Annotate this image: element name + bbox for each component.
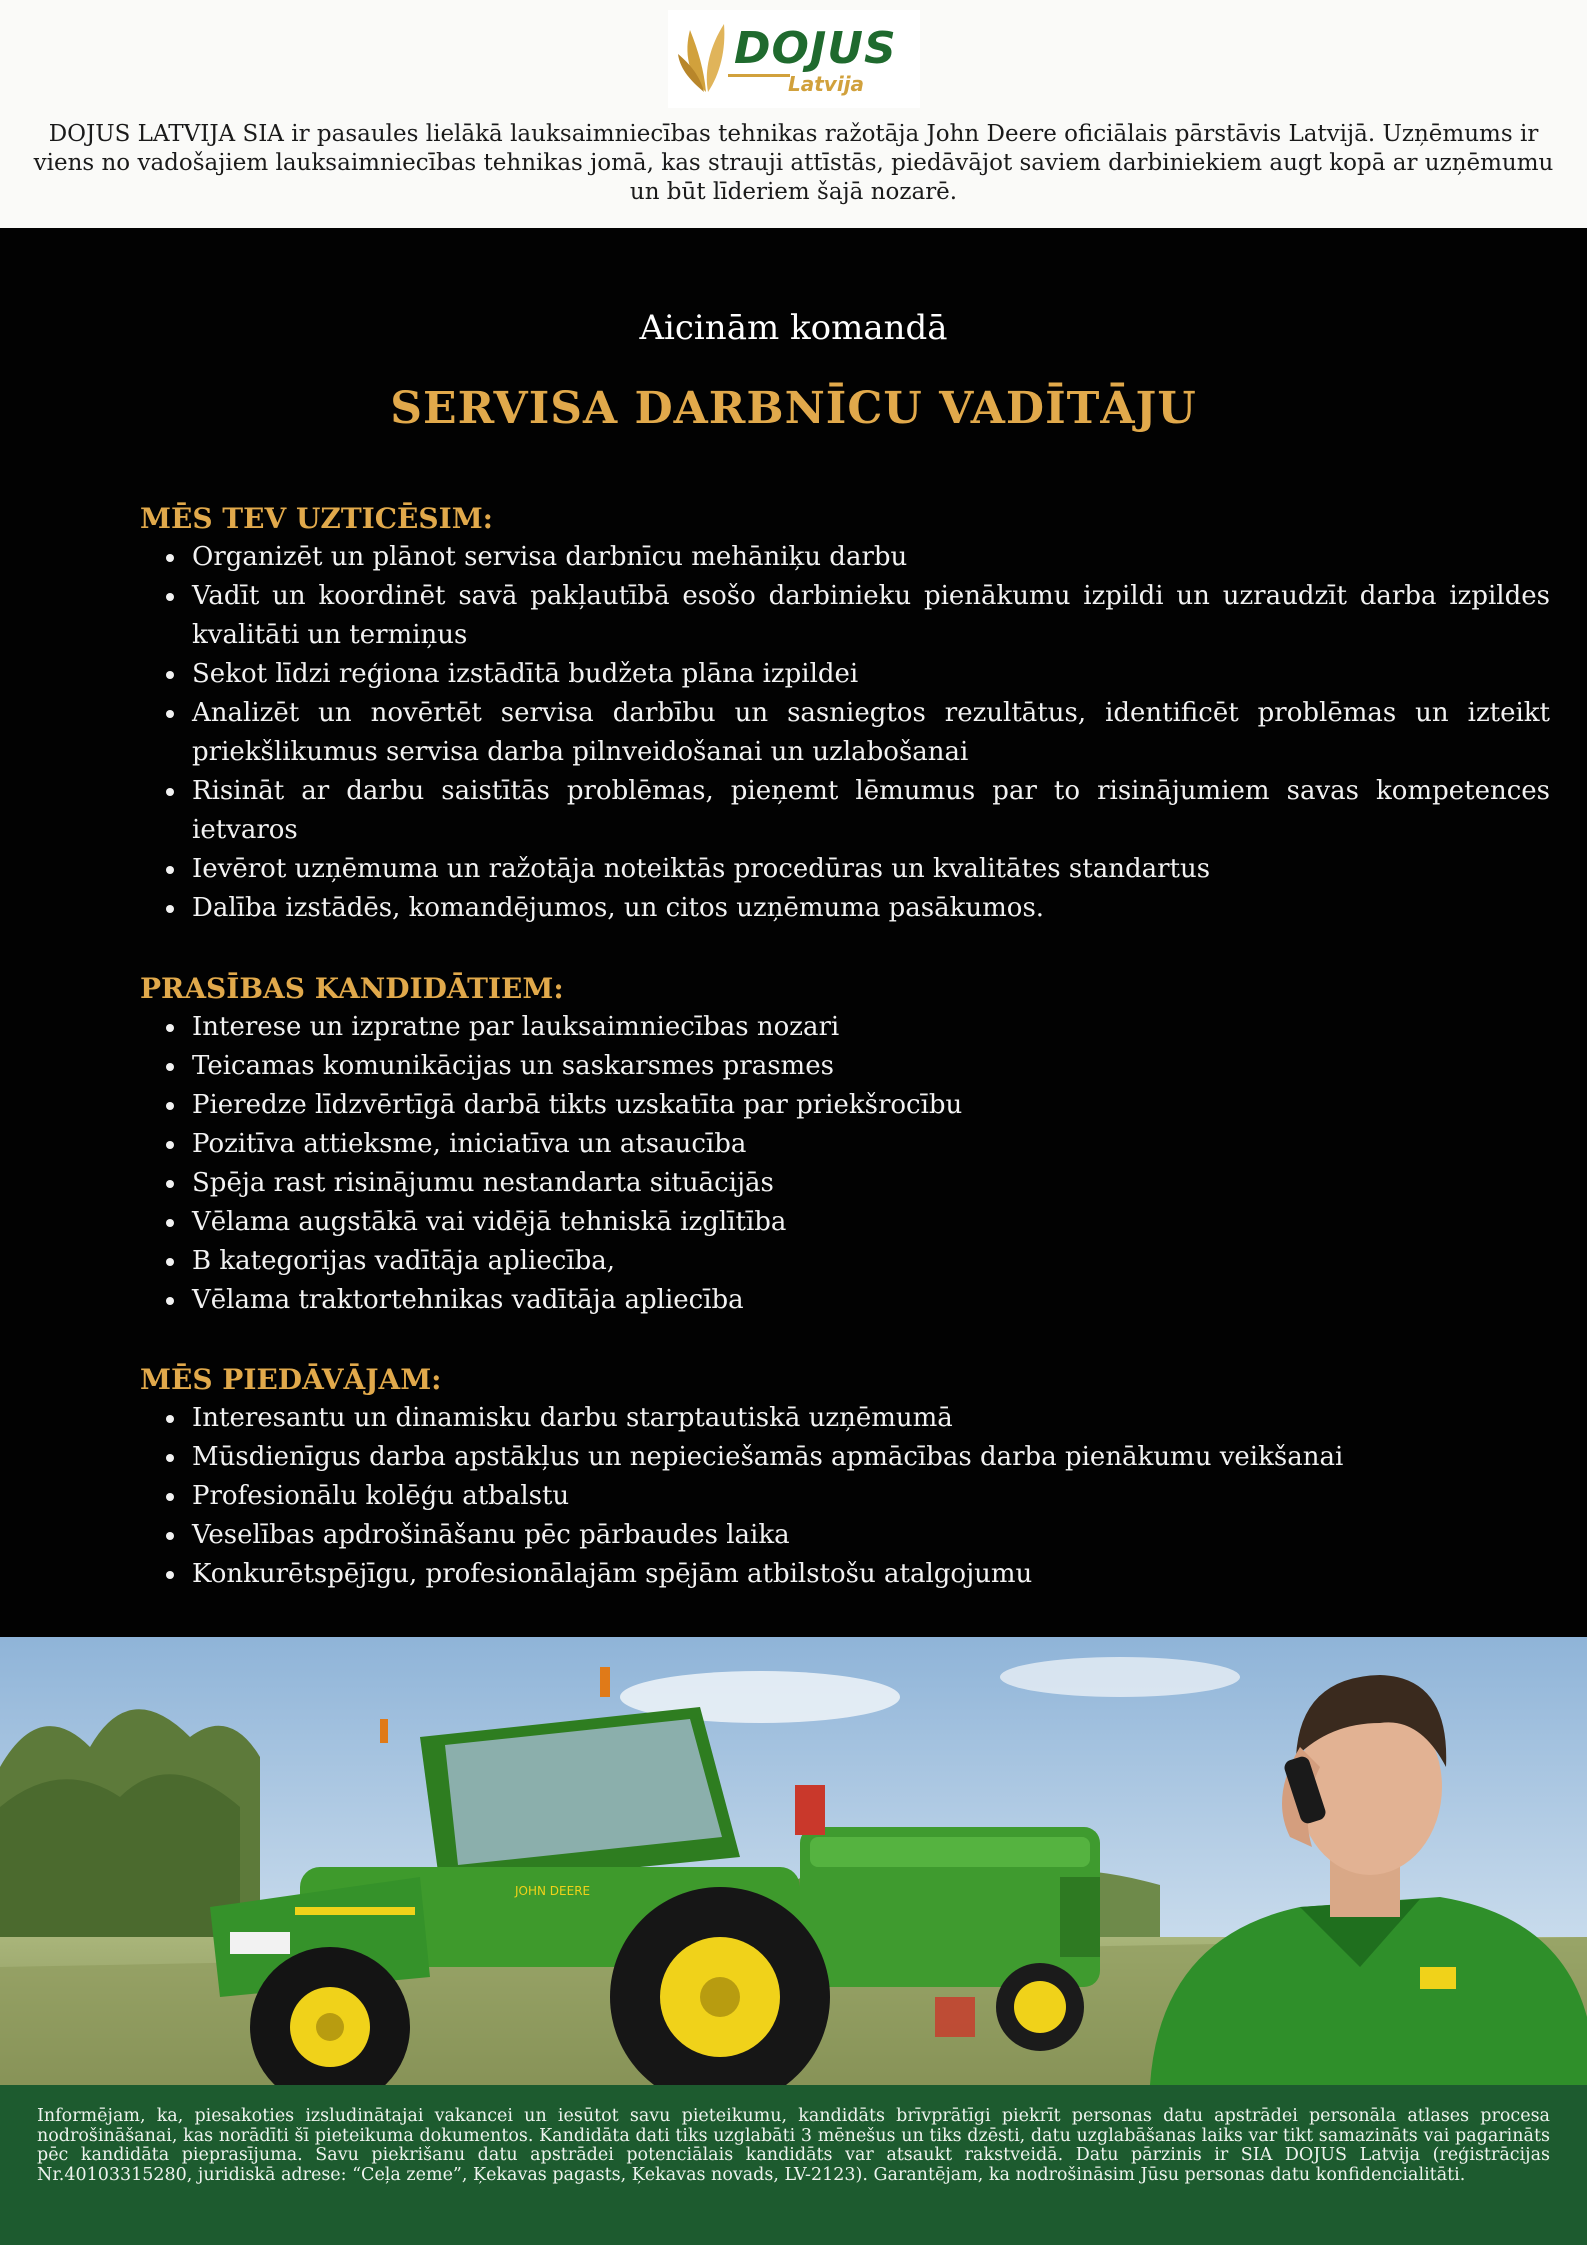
list-item: Vēlama traktortehnikas vadītāja apliecība [192,1281,1550,1320]
list-item: Risināt ar darbu saistītās problēmas, pieņemt lēmumus par to risinājumiem savas kompetences ietvaros [192,772,1550,850]
logo-subtitle: Latvija [788,72,865,96]
list-item: Dalība izstādēs, komandējumos, un citos uzņēmuma pasākumos. [192,889,1550,928]
section-responsibilities [140,500,1550,928]
responsibilities-list [140,538,1550,928]
list-item: Analizēt un novērtēt servisa darbību un sasniegtos rezultātus, identificēt problēmas un izteikt priekšlikumus servisa darba pilnveidošanai un uzlabošanai [192,694,1550,772]
list-item: Pozitīva attieksme, iniciatīva un atsaucība [192,1125,1550,1164]
list-item: Vadīt un koordinēt savā pakļautībā esošo darbinieku pienākumu izpildi un uzraudzīt darba izpildes kvalitāti un termiņus [192,577,1550,655]
list-item: Konkurētspējīgu, profesionālajām spējām atbilstošu atalgojumu [192,1555,1550,1594]
privacy-disclaimer: Informējam, ka, piesakoties izsludinātajai vakancei un iesūtot savu pieteikumu, kandidāts brīvprātīgi piekrīt personas datu apstrādei personāla atlases procesa nodrošināšanai, kas norādīti šī pieteikuma dokumentos. Kandidāta dati tiks uzglabāti 3 mēnešus un tiks dzēsti, datu uzglabāšanas laiks var tikt samazināts vai pagarināts pēc kandidāta pieprasījuma. Savu piekrišanu datu apstrādei potenciālais kandidāts var atsaukt rakstveidā. Datu pārzinis ir SIA DOJUS Latvija (reģistrācijas Nr.40103315280, juridiskā adrese: “Ceļa zeme”, Ķekavas pagasts, Ķekavas novads, LV-2123). Garantējam, ka nodrošināsim Jūsu personas datu konfidencialitāti. [37,2106,1550,2185]
job-title: SERVISA DARBNĪCU VADĪTĀJU [390,383,1197,434]
list-item: B kategorijas vadītāja apliecība, [192,1242,1550,1281]
section-heading: MĒS TEV UZTICĒSIM: [140,502,494,535]
tractor-decal: JOHN DEERE [515,1884,591,1898]
wheat-leaf-icon [678,16,734,96]
requirements-list [140,1008,1550,1320]
farm-scene-illustration [0,1637,1587,2085]
section-heading: MĒS PIEDĀVĀJAM: [140,1363,442,1396]
list-item: Sekot līdzi reģiona izstādītā budžeta plāna izpildei [192,655,1550,694]
list-item: Organizēt un plānot servisa darbnīcu mehāniķu darbu [192,538,1550,577]
header [0,0,1587,228]
list-item: Teicamas komunikācijas un saskarsmes prasmes [192,1047,1550,1086]
section-requirements [140,970,1550,1320]
offer-list [140,1399,1550,1594]
list-item: Vēlama augstākā vai vidējā tehniskā izglītība [192,1203,1550,1242]
list-item: Mūsdienīgus darba apstākļus un nepieciešamās apmācības darba pienākumu veikšanai [192,1438,1550,1477]
list-item: Veselības apdrošināšanu pēc pārbaudes laika [192,1516,1550,1555]
invite-text: Aicinām komandā [639,308,948,348]
list-item: Pieredze līdzvērtīgā darbā tikts uzskatīta par priekšrocību [192,1086,1550,1125]
logo-wordmark: DOJUS [734,23,897,74]
logo-underline [728,74,790,77]
section-offer [140,1361,1550,1594]
hero-photo [0,1637,1587,2085]
list-item: Ievērot uzņēmuma un ražotāja noteiktās procedūras un kvalitātes standartus [192,850,1550,889]
vacancy-panel [0,228,1587,1637]
list-item: Spēja rast risinājumu nestandarta situācijās [192,1164,1550,1203]
company-intro: DOJUS LATVIJA SIA ir pasaules lielākā lauksaimniecības tehnikas ražotāja John Deere oficiālais pārstāvis Latvijā. Uzņēmums ir viens no vadošajiem lauksaimniecības tehnikas jomā, kas strauji attīstās, piedāvājot saviem darbiniekiem augt kopā ar uzņēmumu un būt līderiem šajā nozarē. [33,121,1554,205]
footer [0,2085,1587,2245]
list-item: Interese un izpratne par lauksaimniecības nozari [192,1008,1550,1047]
list-item: Interesantu un dinamisku darbu starptautiskā uzņēmumā [192,1399,1550,1438]
section-heading: PRASĪBAS KANDIDĀTIEM: [140,972,564,1005]
list-item: Profesionālu kolēģu atbalstu [192,1477,1550,1516]
dojus-logo [668,10,920,108]
